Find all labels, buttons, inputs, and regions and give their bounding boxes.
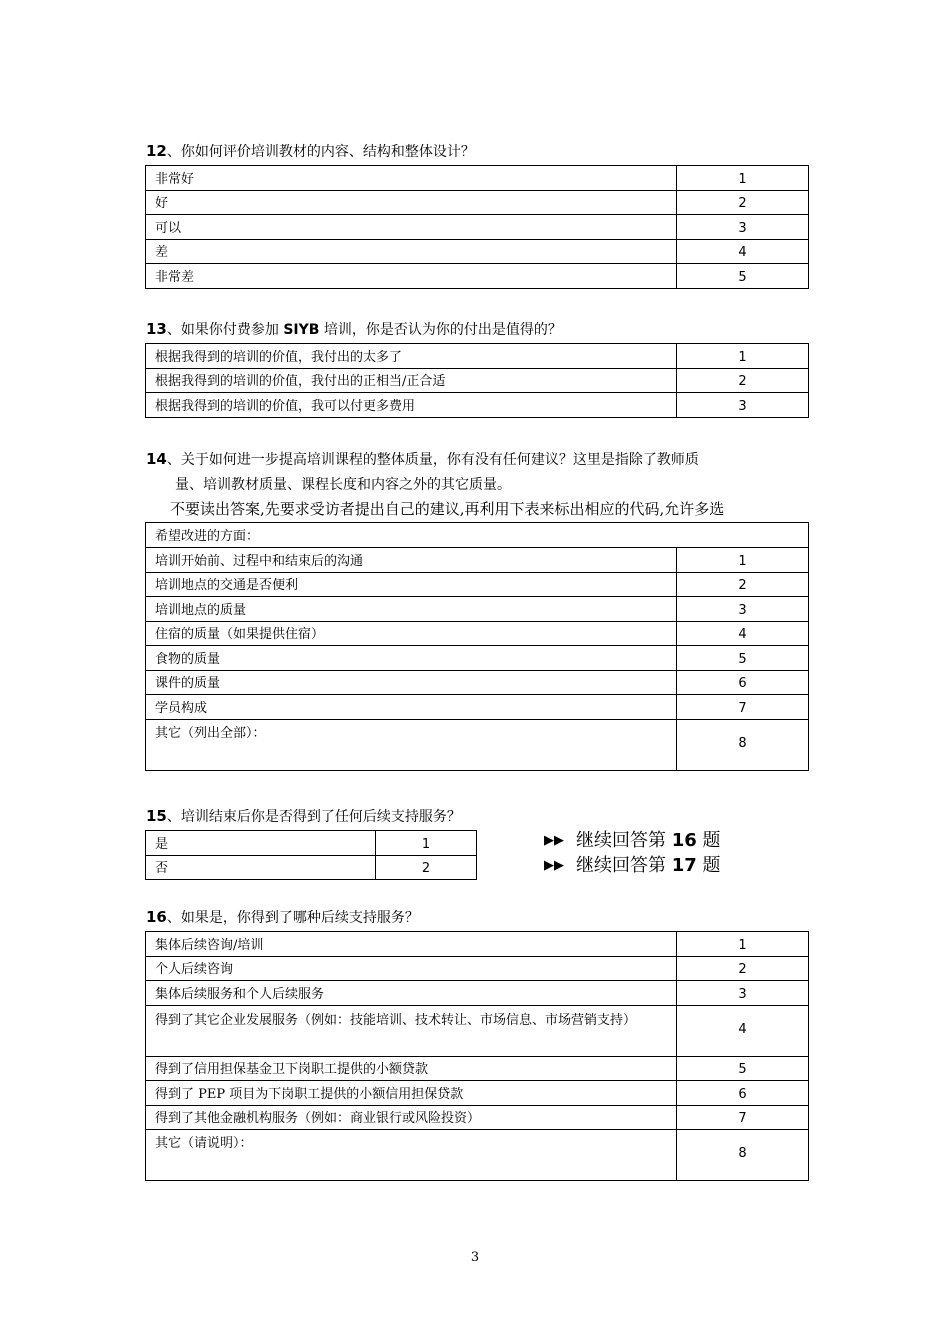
option-code: 1: [376, 831, 477, 856]
option-code: 5: [677, 1056, 809, 1081]
option-label: 得到了其他金融机构服务（例如：商业银行或风险投资）: [146, 1105, 677, 1130]
table-row[interactable]: [146, 239, 809, 264]
question-number: 14: [146, 450, 167, 468]
option-code: 4: [677, 621, 809, 646]
table-row[interactable]: [146, 215, 809, 240]
question-12-options-table: [145, 165, 809, 289]
question-16-title: [146, 908, 419, 927]
option-label: 根据我得到的培训的价值，我付出的正相当/正合适: [146, 368, 677, 393]
option-label: 否: [146, 855, 376, 880]
option-label: 学员构成: [146, 695, 677, 720]
question-14-text-continued: 量、培训教材质量、课程长度和内容之外的其它质量。: [175, 477, 511, 493]
option-code: 8: [677, 719, 809, 770]
table-header: 希望改进的方面：: [146, 523, 809, 548]
table-row[interactable]: [146, 670, 809, 695]
table-row[interactable]: [146, 1056, 809, 1081]
skip-question-number: 17: [671, 855, 697, 876]
table-row[interactable]: [146, 932, 809, 957]
option-code: 1: [677, 932, 809, 957]
option-label: 根据我得到的培训的价值，我可以付更多费用: [146, 393, 677, 418]
option-label: 个人后续咨询: [146, 956, 677, 981]
option-label: 住宿的质量（如果提供住宿）: [146, 621, 677, 646]
option-label: 培训地点的交通是否便利: [146, 572, 677, 597]
option-code: 8: [677, 1130, 809, 1181]
option-label: 得到了其它企业发展服务（例如：技能培训、技术转让、市场信息、市场营销支持）: [146, 1005, 677, 1056]
option-label: 差: [146, 239, 677, 264]
table-row[interactable]: [146, 695, 809, 720]
table-row[interactable]: [146, 368, 809, 393]
question-15-options-table: [145, 830, 477, 880]
option-code: 1: [677, 166, 809, 191]
table-row[interactable]: [146, 719, 809, 770]
table-row[interactable]: [146, 190, 809, 215]
option-label: 集体后续咨询/培训: [146, 932, 677, 957]
table-row[interactable]: [146, 393, 809, 418]
option-code: 3: [677, 215, 809, 240]
skip-text: 题: [696, 830, 721, 851]
option-label: 得到了信用担保基金卫下岗职工提供的小额贷款: [146, 1056, 677, 1081]
option-code: 2: [677, 956, 809, 981]
option-label: 得到了 PEP 项目为下岗职工提供的小额信用担保贷款: [146, 1081, 677, 1106]
option-code: 2: [677, 190, 809, 215]
table-row[interactable]: [146, 166, 809, 191]
program-name: SIYB: [283, 322, 320, 338]
question-15-title: [146, 807, 461, 826]
question-text: 、关于如何进一步提高培训课程的整体质量，你有没有任何建议？这里是指除了教师质: [166, 452, 699, 468]
option-label: 是: [146, 831, 376, 856]
question-number: 15: [146, 807, 167, 825]
option-code: 3: [677, 597, 809, 622]
table-row[interactable]: [146, 1005, 809, 1056]
question-number: 16: [146, 908, 167, 926]
table-row[interactable]: [146, 646, 809, 671]
option-code: 3: [677, 393, 809, 418]
question-14-title: [146, 450, 699, 469]
table-row[interactable]: [146, 1105, 809, 1130]
table-row[interactable]: [146, 344, 809, 369]
option-code: 2: [376, 855, 477, 880]
option-label: 食物的质量: [146, 646, 677, 671]
skip-instruction-yes: [544, 829, 721, 853]
option-label: 其它（请说明）：: [146, 1130, 677, 1181]
option-code: 7: [677, 695, 809, 720]
option-code: 7: [677, 1105, 809, 1130]
question-14-options-table: [145, 522, 809, 771]
table-row[interactable]: [146, 597, 809, 622]
option-code: 4: [677, 1005, 809, 1056]
skip-question-number: 16: [671, 830, 697, 851]
table-row[interactable]: [146, 1130, 809, 1181]
question-13-title: [146, 320, 562, 339]
option-code: 2: [677, 572, 809, 597]
question-text: 、培训结束后你是否得到了任何后续支持服务？: [166, 809, 461, 825]
question-16-options-table: [145, 931, 809, 1181]
option-label: 根据我得到的培训的价值，我付出的太多了: [146, 344, 677, 369]
option-label: 培训开始前、过程中和结束后的沟通: [146, 548, 677, 573]
interviewer-instruction: 不要读出答案,先要求受访者提出自己的建议,再利用下表来标出相应的代码,允许多选: [170, 500, 725, 518]
option-code: 1: [677, 548, 809, 573]
option-label: 其它（列出全部）：: [146, 719, 677, 770]
table-header-row: [146, 523, 809, 548]
option-code: 5: [677, 646, 809, 671]
skip-text: 继续回答第: [576, 855, 672, 876]
option-code: 6: [677, 1081, 809, 1106]
question-text: 、如果你付费参加: [166, 322, 284, 338]
option-code: 3: [677, 981, 809, 1006]
table-row[interactable]: [146, 956, 809, 981]
option-label: 集体后续服务和个人后续服务: [146, 981, 677, 1006]
option-label: 课件的质量: [146, 670, 677, 695]
question-text: 、你如何评价培训教材的内容、结构和整体设计？: [166, 144, 475, 160]
option-label: 培训地点的质量: [146, 597, 677, 622]
option-code: 4: [677, 239, 809, 264]
table-row[interactable]: [146, 1081, 809, 1106]
option-code: 2: [677, 368, 809, 393]
table-row[interactable]: [146, 621, 809, 646]
page-number: 3: [470, 1250, 480, 1265]
option-label: 可以: [146, 215, 677, 240]
table-row[interactable]: [146, 548, 809, 573]
double-arrow-icon: ▶▶: [544, 858, 564, 873]
question-13-options-table: [145, 343, 809, 418]
question-text: 培训，你是否认为你的付出是值得的？: [319, 322, 562, 338]
table-row[interactable]: [146, 831, 477, 856]
option-code: 5: [677, 264, 809, 289]
question-text: 、如果是，你得到了哪种后续支持服务？: [166, 910, 419, 926]
question-number: 13: [146, 320, 167, 338]
option-code: 1: [677, 344, 809, 369]
question-number: 12: [146, 142, 167, 160]
skip-text: 题: [696, 855, 721, 876]
double-arrow-icon: ▶▶: [544, 833, 564, 848]
option-label: 好: [146, 190, 677, 215]
skip-text: 继续回答第: [576, 830, 672, 851]
table-row[interactable]: [146, 981, 809, 1006]
table-row[interactable]: [146, 264, 809, 289]
question-12-title: [146, 142, 475, 161]
table-row[interactable]: [146, 855, 477, 880]
option-label: 非常好: [146, 166, 677, 191]
option-code: 6: [677, 670, 809, 695]
option-label: 非常差: [146, 264, 677, 289]
skip-instruction-no: [544, 854, 721, 878]
table-row[interactable]: [146, 572, 809, 597]
